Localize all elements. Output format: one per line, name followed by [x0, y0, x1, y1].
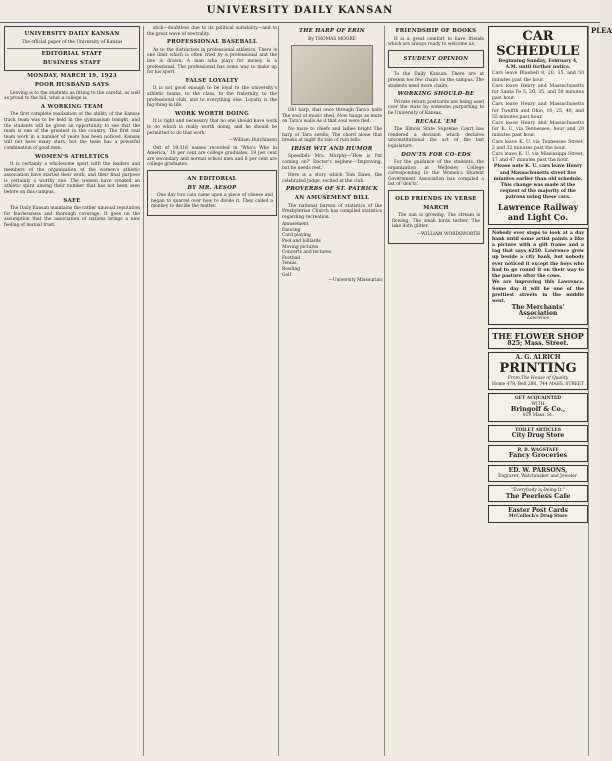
harp-illustration: [291, 45, 373, 105]
column-2: [143, 26, 277, 756]
article-heading: SAFE: [63, 197, 81, 204]
car-schedule-notice: Please note K. U. cars leave Henry and Massachusetts street five minutes earlier than old schedule. This change was made at the request of the majority of the patrons using these cars.: [493, 164, 583, 201]
amusement-list-item: Football: [282, 255, 301, 261]
peerless-line1: "Everybody is Doing It.": [511, 488, 565, 494]
article-body: It is not good enough to be loyal to the university's athletic teams, to the class, to the fraternity, to the professional club, and to everything else. Loyalty is the big thing in life.: [147, 86, 277, 109]
parsons-ad: [488, 465, 588, 482]
merchants-ad: [488, 228, 588, 325]
article-body: Leaving is to the students as fitting to the careful, as well as proud to the hill, what a college is.: [4, 90, 140, 102]
article-heading: FALSE LOYALTY: [185, 77, 239, 84]
column-3: [278, 26, 382, 756]
article-body: The Illinois State Supreme Court has rendered a decision which declares unconstitutional the act of the last legislature.: [388, 127, 484, 149]
alrich-phone: Home 478, Bell 288.: [492, 381, 538, 387]
article-heading: FRIENDSHIP OF BOOKS: [395, 28, 477, 34]
merchants-name: The Merchants' Association: [511, 304, 565, 317]
railway-company: Lawrence Railway and Light Co.: [497, 201, 579, 222]
poem-byline: By THOMAS MOORE: [308, 36, 356, 42]
article-heading: WORKING SHOULD-BE: [397, 91, 475, 98]
edge-text: PLEA: [591, 26, 612, 35]
ads-subcolumn: [488, 26, 588, 526]
article-heading: RECALL 'EM: [415, 118, 457, 125]
bringolf-line2: WITH: [531, 401, 545, 407]
alrich-name: A. G. ALRICH: [515, 354, 561, 362]
car-schedule-sub: Beginning Sunday, February 4, A.M. until further notice.: [498, 59, 578, 71]
postcards-ad: [488, 505, 588, 522]
article-heading: IRISH WIT AND HUMOR: [291, 145, 373, 152]
amusement-list-item: Golf: [282, 272, 292, 278]
article-heading: AN EDITORIAL: [187, 176, 237, 183]
bringolf-address: 819 Mass. St.: [522, 413, 554, 419]
article-body: One day two cats came upon a piece of cheese and began to quarrel over how to divide it. They called a monkey to decide the matter.: [151, 193, 273, 210]
editorial-box: [147, 170, 277, 216]
toilet-articles-ad: [488, 425, 588, 442]
article-body: Private return postcards are being used over the state by someone purporting to be University of Kansas.: [388, 99, 484, 116]
alrich-printing-ad: [488, 352, 588, 390]
amusement-list-item: Amusement: [282, 222, 309, 228]
news-subcolumn: [388, 26, 484, 526]
wagstaff-ad: [488, 445, 588, 462]
flower-shop-title: THE FLOWER SHOP: [492, 330, 584, 341]
car-schedule-line: Cars leave Henry and Massachusetts for K. U. via Tennessee, hour and 20 minutes past hour.: [492, 121, 584, 139]
drug-store-name: City Drug Store: [511, 432, 565, 440]
parsons-title: Engraver, Watchmaker and Jeweler.: [498, 473, 578, 479]
article-body: stick—doubtless due to its political suitability—and to the great wave of neutrality.: [147, 26, 277, 37]
column-5-edge: [588, 26, 612, 756]
peerless-ad: [488, 485, 588, 502]
column-4: [384, 26, 588, 756]
article-heading: PROVERBS OF ST. PATRICK: [285, 186, 379, 193]
amusement-list: [282, 222, 382, 278]
article-heading: A WORKING TEAM: [40, 103, 104, 110]
poem-stanza: Oh! harp, that once through Tara's halls The soul of music shed, Now hangs as mute on Tara's walls As if that soul were fled.: [282, 108, 382, 125]
credit: —University Missourian: [328, 278, 382, 284]
article-body: For the guidance of the students, the organization at Wellesley College corresponding to the Women's Student Government Association has compiled a list of 'don'ts'.: [388, 160, 484, 188]
student-opinion-box: [388, 50, 484, 69]
article-body: Here is a story which Tom Daws, the celebrated judge, recited at the club.: [282, 173, 382, 184]
alrich-tag: From The House of Quality: [507, 376, 569, 382]
business-staff-heading: BUSINESS STAFF: [43, 59, 101, 66]
masthead-title: UNIVERSITY DAILY KANSAN: [206, 5, 394, 16]
article-heading: STUDENT OPINION: [403, 55, 469, 62]
article-heading: WORK WORTH DOING: [174, 110, 250, 117]
poem-stanza: The sun is growing, The stream is flowing, The small birds twitter, The lake doth glitter.: [392, 213, 480, 230]
amusement-list-item: Dancing: [282, 227, 301, 233]
paper-subtitle: The official paper of the University of Kansas: [21, 39, 123, 45]
article-body: The national bureau of statistics of the Presbyterian Church has compiled statistics regarding recreation.: [282, 203, 382, 220]
masthead: [0, 0, 600, 23]
amusement-list-item: Pool and billiards: [282, 239, 321, 245]
wagstaff-title: Fancy Groceries: [508, 451, 568, 460]
poem-title: MARCH: [423, 204, 449, 211]
bringolf-ad: [488, 393, 588, 421]
poem-credit: —WILLIAM WORDSWORTH: [416, 232, 480, 238]
article-heading: DON'TS FOR CO-EDS: [401, 151, 471, 158]
article-body: The first complete realization of the ability of the Kansas track team was to be held in the gymnasium tonight, and the students will be given an opportunity to see that the team is one of the greatest in the country. The first real team work in a number of years has been noticed. Kansas will not have many stars, but the team has a powerful combination of good men.: [4, 112, 140, 151]
amusement-list-item: Card playing: [282, 233, 311, 239]
paper-title: UNIVERSITY DAILY KANSAN: [24, 31, 120, 37]
amusement-list-item: Tennis: [282, 261, 297, 267]
peerless-name: The Peerless Cafe: [505, 491, 571, 500]
credit: —William Hutchinson: [228, 138, 277, 144]
article-body: The Daily Kansan maintains the rather unusual reputation for fearlessness and thorough coverage. It goes on the assumption that the association of nations brings a new feeling of mutual trust.: [4, 206, 140, 229]
merchants-text-2: We are improving this Lawrence. Some day it will be one of the prettiest streets in the middle west.: [492, 280, 584, 304]
merchants-text: Nobody ever stops to look at a day bank until some artist paints a like a picture with a gift frame and a tag that says $250. Lawrence grew up beside a city bank, but nobody ever noticed it except the boys who had to go round it on their way to the pasture after the cows.: [492, 230, 584, 280]
poem-title: THE HARP OF ERIN: [298, 28, 365, 34]
article-heading: PROFESSIONAL BASEBALL: [166, 39, 258, 46]
article-body: It is right and necessary that no one should have work to do which is really worth doing, and he should be permitted to do that work.: [147, 119, 277, 136]
article-body: As to the distinction in professional athletics. There is one limit which is often tried by a professional and the line is drawn. A man who plays for money is a professional. The professional has some way to make up for his sport.: [147, 47, 277, 76]
mccolloch-name: McColloch's Drug Store: [508, 513, 568, 519]
article-heading: OLD FRIENDS IN VERSE: [395, 196, 477, 203]
car-schedule-line: Cars leave K. U. via Mississippi Street, 17 and 47 minutes past the hour.: [492, 152, 584, 164]
article-heading: WOMEN'S ATHLETICS: [35, 153, 109, 160]
alrich-title: PRINTING: [499, 361, 577, 377]
poem-stanza: No more to chiefs and ladies bright The harp of Tara swells; The chord alone that breaks at night Its tale of ruin tells.: [282, 126, 382, 144]
column-1: [4, 26, 140, 756]
parsons-name: ED. W. PARSONS,: [508, 467, 568, 475]
car-schedule-line: Cars leave Henry and Massachusetts for Twelfth and Ohio, 10, 25, 40, and 55 minutes past hour.: [492, 102, 584, 120]
article-body: Speedbill: Mrs. Murphy—'How is Pat coming on?' Doctor's nephew—'Improving, but he needs rest.': [282, 154, 382, 171]
amusement-list-item: Bowling: [282, 267, 301, 273]
article-body: It is a great comfort to have friends which are always ready to welcome us.: [388, 36, 484, 48]
car-schedule-line: Cars leave K. U. via Tennessee Street, 2 and 32 minutes past the hour.: [492, 139, 584, 151]
verse-box: [388, 190, 484, 244]
flower-shop-ad: [488, 328, 588, 350]
article-heading: POOR HUSBAND SAYS: [34, 81, 110, 88]
car-schedule-title: CAR SCHEDULE: [496, 29, 580, 59]
date-line: MONDAY, MARCH 19, 1923: [27, 73, 117, 80]
article-body: It is certainly a wholesome sport with the leaders and members of the organization of the women's athletic association have started their work, and their final purpose is certainly a worthy one. The women have created an athletic spirit among their number that has not been seen before on this campus.: [4, 162, 140, 196]
article-body: To the Daily Kansan: There are at present too few chairs on the campus. The students need more chairs.: [388, 72, 484, 89]
alrich-address: 744 MASS. STREET: [539, 381, 584, 387]
car-schedule-lines: [492, 71, 584, 164]
car-schedule-line: Cars leave Bluebell 8, 20, 35, and 50 minutes past the hour.: [492, 71, 584, 83]
toilet-title: TOILET ARTICLES: [515, 427, 561, 433]
car-schedule-line: Cars leave Henry and Massachusetts for Santa Fe 5, 20, 35, and 50 minutes past hour.: [492, 83, 584, 102]
bringolf-name: Bringolf & Co.,: [510, 405, 566, 414]
flower-shop-address: 825; Mass. Street.: [507, 339, 569, 347]
editorial-staff-heading: EDITORIAL STAFF: [41, 51, 103, 58]
article-subheading: BY MR. AESOP: [187, 184, 237, 191]
article-heading: AN AMUSEMENT BILL: [294, 194, 370, 201]
merchants-city: Lawrence: [527, 316, 549, 322]
amusement-list-item: Concerts and lectures: [282, 250, 332, 256]
amusement-list-item: Moving pictures: [282, 244, 319, 250]
car-schedule-ad: [488, 26, 588, 225]
editorial-masthead-box: [4, 26, 140, 71]
wagstaff-name: R. B. WAGSTAFF: [517, 447, 559, 453]
bringolf-line1: GET ACQUAINTED: [514, 396, 562, 402]
postcards-title: Easter Post Cards: [508, 507, 568, 515]
article-body: Out of 19,316 names recorded in 'Who's Who in America,' 16 per cent are college graduates, 19 per cent are secondary and normal school men and 6 per cent are college graduates.: [147, 145, 277, 168]
